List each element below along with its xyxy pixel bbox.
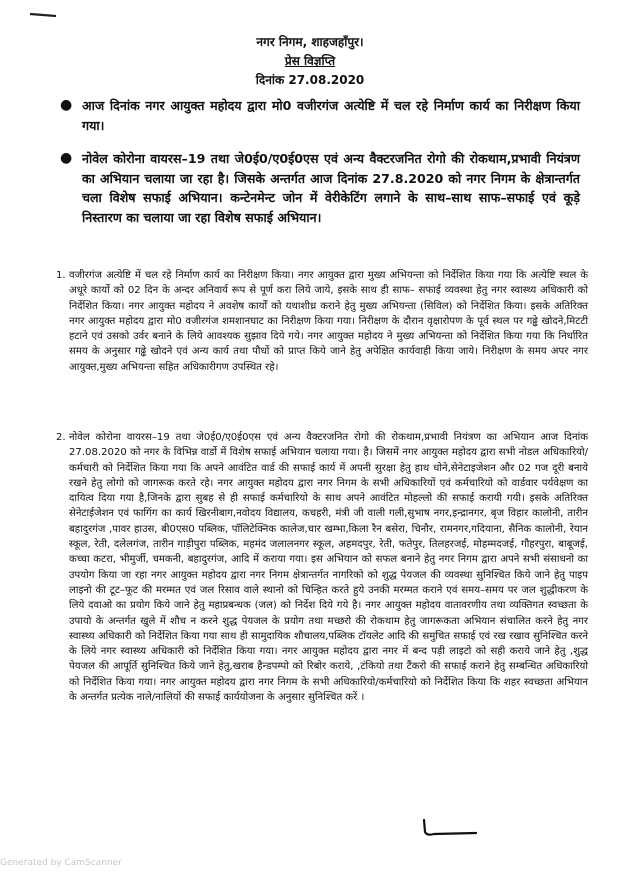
office-heading: नगर निगम, शाहजहाँपुर। <box>256 35 364 49</box>
scanner-watermark: Generated by CamScanner <box>0 858 122 868</box>
paragraph-2 <box>56 430 588 705</box>
press-release-title: प्रेस विज्ञप्ति <box>284 54 336 68</box>
summary-bullet-text: आज दिनांक नगर आयुक्त महोदय द्वारा मो0 वजीरगंज अत्येष्टि में चल रहे निर्माण कार्य का निरीक्षण किया गया। <box>82 98 580 133</box>
bullet-dot-icon: ● <box>60 97 73 113</box>
summary-bullet-text: नोवेल कोरोना वायरस–19 तथा जे0ई0/ए0ई0एस एवं अन्य वैक्टरजनित रोगो की रोकथाम,प्रभावी नियंत्रण का अभियान चलाया जा रहा है। जिसके अन्तर्गत आज दिनांक 27.8.2020 को नगर निगम के क्षेत्रान्तर्गत चला विशेष सफाई अभियान। कन्टेनमेन्ट जोन में वेरीकेटिंग लगाने के साथ–साथ साफ–सफाई एवं कूड़े निस्तारण का चलाया जा रहा विशेष सफाई अभियान। <box>82 151 580 225</box>
paragraph-text: वजीरगंज अत्येष्टि में चल रहे निर्माण कार्य का निरीक्षण किया। नगर आयुक्त द्वारा मुख्य अभियन्ता को निर्देशित किया गया कि अत्येष्टि स्थल के अधूरे कार्यो को 02 दिन के अन्दर अनिवार्य रूप से पूर्ण करा लिये जाये, इसके साथ ही साफ– सफाई व्यवस्था हेतु नगर स्वास्थ्य अधिकारी को निर्देशित किया। नगर आयुक्त महोदय ने अवशेष कार्यों को यथाशीध्र कराने हेतु मुख्य अभियन्ता (सिविल) को निर्देशित किया। इसके अतिरिक्त नगर आयुक्त महोदय द्वारा मो0 वजीरगंज शमशानघाट का निरीक्षण किया गया। निरीक्षण के दौरान वृक्षारोपण के पूर्व स्थल पर गढ्ढे खोदने,मिटटी हटाने एवं उसको उर्वर बनाने के लिये आवश्यक सुझाव दिये गये। नगर आयुक्त महोदय ने मुख्य अभियन्ता को निर्देशित किया गया कि निर्धारित समय के अनुसार गढ्ढे खोदने एवं अन्य कार्य तथा पौधों को प्राप्त किये जाने हेतु अपेक्षित कार्यवाही किया जाये। निरीक्षण के समय अपर नगर आयुक्त,मुख्य अभियन्ता सहित अधिकारीगण उपस्थित रहे। <box>69 270 588 373</box>
paragraph-1 <box>56 268 588 375</box>
signature <box>420 818 480 844</box>
paragraph-number: 2. <box>56 432 66 443</box>
summary-bullets <box>60 96 580 241</box>
paragraph-number: 1. <box>56 270 66 281</box>
bullet-dot-icon: ● <box>60 150 73 166</box>
summary-bullet-2 <box>60 149 580 227</box>
paragraph-text: नोवेल कोरोना वायरस–19 तथा जे0ई0/ए0ई0एस एवं अन्य वैक्टरजनित रोगो की रोकथाम,प्रभावी नियंत्रण का अभियान आज दिनांक 27.08.2020 को नगर के विभिन्न वार्डो में विशेष सफाई अभियान चलाया गया। है। जिसमें नगर आयुक्त महोदय द्वारा सभी नोडल अधिकारियो/कर्मचारी को निर्देशित किया गया कि अपने आवंटित वार्ड की सफाई कार्य में अपनी सुरक्षा हेतु हाथ धोने,सेनेटाइजेशन और 02 गज दूरी बनाये रखने हेतु लोगो को जागरूक करते रहे। नगर आयुक्त महोदय द्वारा नगर निगम के सभी अधिकारियों एवं कर्मचारियो को वार्डवार पर्यवेक्षण का दायित्व दिया गया है,जिनके द्वारा सुबह से ही सफाई कर्मचारियो के साथ अपने आवंटित मोहल्लो की सफाई करायी गयी। इसके अतिरिक्त सेनेटाईजेशन एवं फागिंग का कार्य खिरनीबाग,नवोदय विद्यालय, कचहरी, मंत्री जी वाली गली,सुभाष नगर,इन्द्रानगर, बृज विहार कालोनी, तारीन बहादुरगंज ,पावर हाउस, बी0एस0 पब्लिक, पॉलिटेक्निक कालेज,चार खम्भा,किला रैन बसेरा, चिनौर, रामनगर,गदियाना, सैनिक कालोनी, रेयान स्कूल, रेती, दलेलगंज, तारीन गाड़ीपुरा पब्लिक, महमंद जलालनगर स्कूल, अहमदपुर, रेती, फतेपुर, तिलहरजई, मोहम्मदजई, गौहरपुरा, बाबूजई, कच्चा कटरा, भीमुर्जी, चमकनी, बहादुरगंज, आदि में कराया गया। इस अभियान को सफल बनाने हेतु नगर निगम द्वारा अपने सभी संसाधनो का उपयोग किया जा रहा नगर आयुक्त महोदय द्वारा नगर निगम क्षेत्रान्तर्गत नागरिको को शुद्ध पेयजल की व्यवस्था सुनिश्चित किये जाने हेतु पाइप लाइनो की टूट–फूट की मरम्मत एवं जल रिसाव वाले स्थानो को चिन्हित करते हुये उनकी मरम्मत कराने एवं समय–समय पर जल शुद्धीकरण के लिये दवाओ का प्रयोग किये जाने हेतु महाप्रबन्धक (जल) को निर्देश दिये गये है। नगर आयुक्त महोदय वातावरणीय तथा व्यक्तिगत स्वच्छता के उपायो के अन्तर्गत खुले में शौच न करने शुद्ध पेयजल के प्रयोग तथा मच्छरो की रोकथाम हेतु जागरूकता अभियान संचालित करने हेतु नगर स्वास्थ्य अधिकारी को निर्देशित किया गया साथ ही सामुदायिक शौचालय,पब्लिक टॉयलेट आदि की समुचित सफाई एवं रख रखाव सुनिश्चित करने के लिये नगर स्वास्थ्य अधिकारी को निर्देशित किया गया। नगर आयुक्त महोदय द्वारा नगर में बन्द पड़ी लाइटो को सही कराये जाने हेतु ,शुद्ध पेयजल की आपूर्ति सुनिश्चित किये जाने हेतु,खराब हैन्डपम्पो को रिबोर कराये, ,टंकियो तथा टैंकरो की सफाई कराने हेतु सम्बन्धित अधिकारियो को निर्देशित किया गया। नगर आयुक्त महोदय द्वारा नगर निगम के सभी अधिकारियो/कर्मचारियो को निर्देशित किया कि शहर स्वच्छता अभियान के अन्तर्गत प्रत्येक नाले/नालियों की सफाई कार्ययोजना के अनुसार सुनिश्चित करें । <box>69 432 589 704</box>
release-date: दिनांक 27.08.2020 <box>255 73 365 87</box>
top-dash-mark <box>30 12 56 17</box>
summary-bullet-1 <box>60 96 580 135</box>
